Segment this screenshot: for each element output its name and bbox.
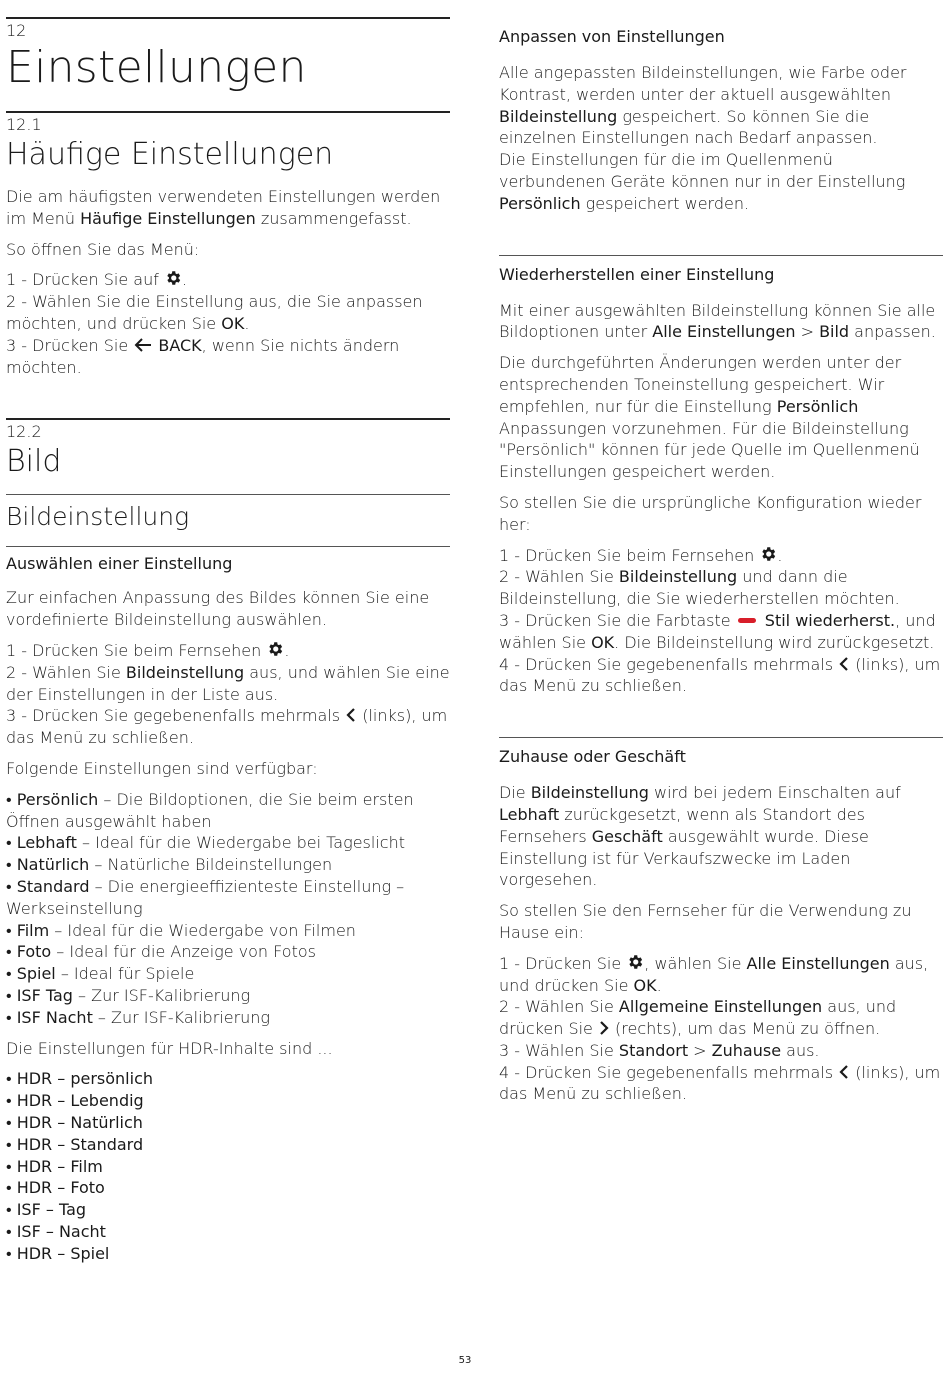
back-arrow-icon [133, 337, 153, 353]
chapter-rule [6, 17, 450, 19]
step: 3 - Drücken Sie die Farbtaste Stil wiederherst., und wählen Sie OK. Die Bildeinstellung wird zurückgesetzt. [499, 610, 936, 652]
section-title: Häufige Einstellungen [6, 137, 334, 172]
list-item: • HDR – Lebendig [6, 1091, 144, 1111]
gear-icon [164, 269, 182, 287]
heading: Anpassen von Einstellungen [499, 27, 725, 46]
page-number: 53 [458, 1355, 472, 1366]
step: 1 - Drücken Sie auf . [6, 270, 188, 290]
chapter-title: Einstellungen [6, 42, 307, 93]
list-item: • Persönlich – Die Bildoptionen, die Sie beim ersten Öffnen ausgewählt haben [6, 789, 414, 831]
list-item: • ISF Nacht – Zur ISF-Kalibrierung [6, 1007, 271, 1027]
chapter-number: 12 [6, 21, 27, 40]
subsection-title: Bildeinstellung [6, 502, 190, 532]
list-item: • ISF – Tag [6, 1200, 87, 1220]
hdr-list [6, 1068, 450, 1264]
paragraph: Mit einer ausgewählten Bildeinstellung können Sie alle Bildoptionen unter Alle Einstellungen > Bild anpassen. [499, 300, 936, 342]
step: 1 - Drücken Sie beim Fernsehen . [6, 640, 290, 660]
step: 2 - Wählen Sie Bildeinstellung und dann die Bildeinstellung, die Sie wiederherstellen möchten. [499, 567, 900, 609]
section-rule [6, 111, 450, 113]
section-number: 12.1 [6, 115, 42, 134]
list-item: • HDR – Foto [6, 1178, 105, 1198]
list-item: • HDR – Natürlich [6, 1112, 143, 1132]
step: 1 - Drücken Sie , wählen Sie Alle Einstellungen aus, und drücken Sie OK. [499, 953, 929, 995]
list-item: • HDR – Spiel [6, 1243, 110, 1263]
paragraph: So stellen Sie den Fernseher für die Verwendung zu Hause ein: [499, 901, 912, 942]
settings-list [6, 789, 450, 1029]
step: 3 - Drücken Sie BACK, wenn Sie nichts ändern möchten. [6, 335, 400, 377]
list-item: • ISF – Nacht [6, 1221, 106, 1241]
paragraph: So stellen Sie die ursprüngliche Konfiguration wieder her: [499, 492, 922, 534]
chevron-left-icon [345, 707, 357, 723]
chevron-left-icon [838, 656, 850, 672]
paragraph: Alle angepassten Bildeinstellungen, wie Farbe oder Kontrast, werden unter der aktuell ausgewählten Bildeinstellung gespeichert. So können Sie die einzelnen Einstellungen nach Bedarf anpassen. [499, 63, 907, 148]
heading-rule [6, 546, 450, 547]
red-color-key-icon [738, 618, 756, 623]
step: 4 - Drücken Sie gegebenenfalls mehrmals (links), um das Menü zu schließen. [499, 654, 941, 696]
list-item: • Natürlich – Natürliche Bildeinstellungen [6, 855, 333, 875]
list-item: • HDR – Standard [6, 1134, 144, 1154]
paragraph: Die Bildeinstellung wird bei jedem Einschalten auf Lebhaft zurückgesetzt, wenn als Standort des Fernsehers Geschäft ausgewählt wurde. Diese Einstellung ist für Verkaufszwecke im Laden vorgesehen. [499, 783, 901, 890]
heading-rule [499, 737, 943, 738]
paragraph: Zur einfachen Anpassung des Bildes können Sie eine vordefinierte Bildeinstellung auswählen. [6, 588, 430, 630]
gear-icon [266, 640, 284, 658]
paragraph: Die am häufigsten verwendeten Einstellungen werden im Menü Häufige Einstellungen zusammengefasst. [6, 187, 441, 228]
list-item: • Lebhaft – Ideal für die Wiedergabe bei Tageslicht [6, 833, 405, 853]
paragraph: Die durchgeführten Änderungen werden unter der entsprechenden Toneinstellung gespeichert. Wir empfehlen, nur für die Einstellung Persönlich Anpassungen vorzunehmen. Für die Bildeinstellung "Persönlich" können für jede Quelle im Quellenmenü Einstellungen gespeichert werden. [499, 353, 920, 482]
list-item: • Film – Ideal für die Wiedergabe von Filmen [6, 920, 356, 940]
step: 1 - Drücken Sie beim Fernsehen . [499, 545, 783, 565]
section-rule [6, 418, 450, 420]
list-item: • ISF Tag – Zur ISF-Kalibrierung [6, 985, 251, 1005]
step: 2 - Wählen Sie die Einstellung aus, die Sie anpassen möchten, und drücken Sie OK. [6, 292, 423, 333]
right-column [499, 0, 943, 1105]
step: 2 - Wählen Sie Bildeinstellung aus, und wählen Sie eine der Einstellungen in der Liste aus. [6, 662, 450, 704]
paragraph: So öffnen Sie das Menü: [6, 239, 200, 259]
list-item: • Spiel – Ideal für Spiele [6, 964, 195, 984]
step: 3 - Wählen Sie Standort > Zuhause aus. [499, 1040, 820, 1060]
list-item: • HDR – persönlich [6, 1069, 153, 1089]
paragraph: Die Einstellungen für die im Quellenmenü verbundenen Geräte können nur in der Einstellung Persönlich gespeichert werden. [499, 150, 906, 213]
chevron-left-icon [838, 1064, 850, 1080]
gear-icon [626, 953, 644, 971]
heading-rule [499, 255, 943, 256]
chevron-right-icon [598, 1020, 610, 1036]
list-item: • Foto – Ideal für die Anzeige von Fotos [6, 942, 316, 962]
list-item: • HDR – Film [6, 1156, 103, 1176]
section-number: 12.2 [6, 422, 42, 442]
subsection-rule [6, 494, 450, 495]
paragraph: Die Einstellungen für HDR-Inhalte sind ... [6, 1038, 333, 1058]
heading: Zuhause oder Geschäft [499, 747, 686, 767]
paragraph: Folgende Einstellungen sind verfügbar: [6, 758, 318, 778]
gear-icon [759, 545, 777, 563]
section-title: Bild [6, 444, 62, 480]
left-column [6, 0, 450, 1264]
step: 2 - Wählen Sie Allgemeine Einstellungen aus, und drücken Sie (rechts), um das Menü zu öffnen. [499, 997, 897, 1039]
heading: Wiederherstellen einer Einstellung [499, 264, 775, 284]
heading: Auswählen einer Einstellung [6, 554, 233, 574]
step: 4 - Drücken Sie gegebenenfalls mehrmals (links), um das Menü zu schließen. [499, 1062, 941, 1104]
step: 3 - Drücken Sie gegebenenfalls mehrmals (links), um das Menü zu schließen. [6, 706, 448, 748]
list-item: • Standard – Die energieeffizienteste Einstellung – Werkseinstellung [6, 876, 405, 918]
